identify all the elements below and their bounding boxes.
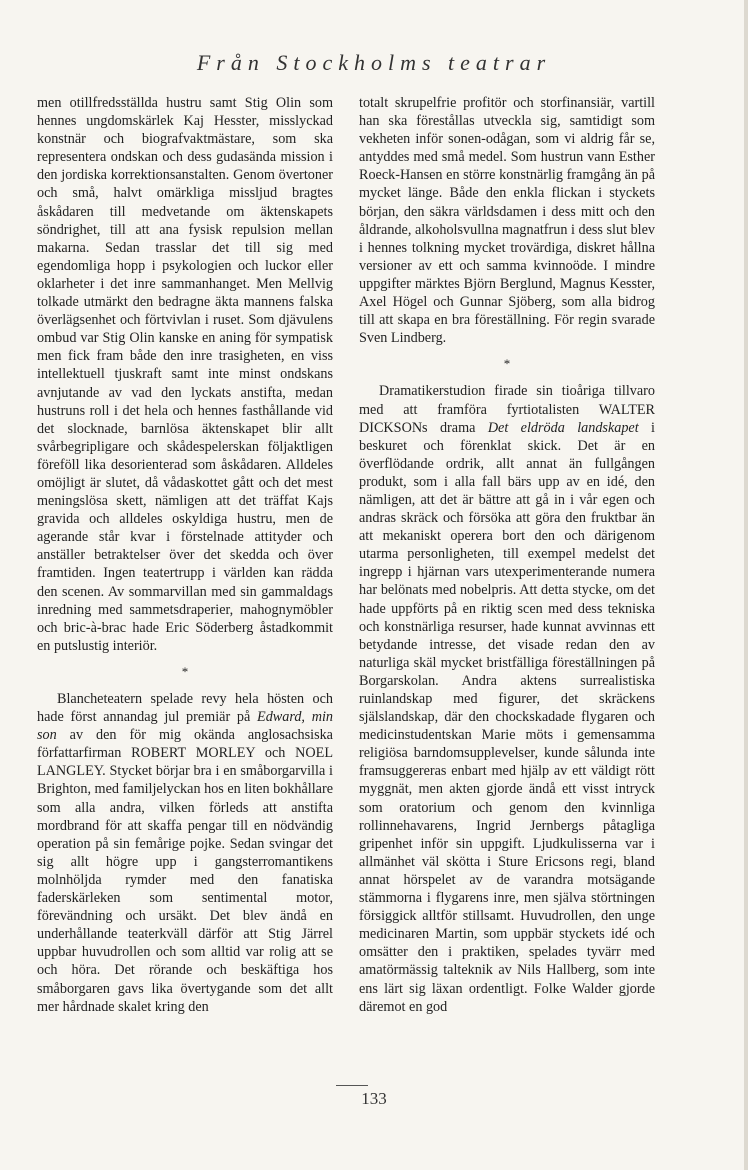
right-paragraph-2-start: Dramatikerstudion firade sin tioåriga tillvaro med att framföra fyrtiotalisten WALTER DICKSONs drama xyxy=(359,383,655,436)
running-header: Från Stockholms teatrar xyxy=(196,50,552,75)
left-column xyxy=(37,94,333,1016)
page-number-rule xyxy=(336,1085,368,1086)
section-separator-left: * xyxy=(181,663,189,679)
play-title-eldroda: Det eldröda landskapet xyxy=(487,419,639,436)
page-edge xyxy=(744,0,748,1170)
section-separator-right: * xyxy=(503,356,511,372)
left-paragraph-1: men otillfredsställda hustru samt Stig Olin som hennes ungdomskärlek Kaj Hesster, misslyckad konstnär och biografvaktmästare, som ska representera ondskan och dess gudasända mission i den jordiska korrektionsanstalten. Genom övertoner och små, halvt omärkliga missljud bragtes åskådaren till medvetande om äktenskapets söndrighet, till att ana fysisk repulsion mellan makarna. Sedan trasslar det till sig med egendomliga hopp i psykologien och luckor eller oklarheter i det inre sammanhanget. Men Mellvig tolkade utmärkt den bedragne äkta mannens falska överlägsenhet och förtvivlan i ruset. Som djävulens ombud var Stig Olin kanske en aning för sympatisk men fick fram både den inre trasigheten, en viss intellektuell tjuskraft samt inte minst ondskans avnjutande av vad den lyckats anstifta, medan hustruns roll i det hela och hennes fasthållande vid det slocknade, barnlösa äktenskapet blir allt svårbegripligare och skådespelerskan följaktligen föreföll lika desorienterad som åskådaren. Alldeles omöjligt är slutet, då vådaskottet gått och det mest meningslösa skett, nämligen att det träffat Kajs gravida och alldeles oskyldiga hustru, men de agerande står kvar i förstelnade attityder och anställer betraktelser över det skedda och över framtiden. Ingen teatertrupp i världen kan rädda den scenen. Av sommarvillan med sin gammaldags inredning med sammetsdraperier, mahognymöbler och bric-à-brac hade Eric Söderberg åstadkommit en putslustig interiör. xyxy=(37,95,333,654)
right-paragraph-2 xyxy=(359,382,655,1015)
play-title-edward: Edward, min son xyxy=(37,709,333,744)
left-paragraph-2-start: Blancheteatern spelade revy hela hösten och hade först annandag jul premiär på xyxy=(37,691,333,726)
left-paragraph-2-rest: av den för mig okända anglosachsiska författarfirman ROBERT MORLEY och NOEL LANGLEY. Stycket börjar bra i en småborgarvilla i Brighton, med familjelyckan hos en liten bokhållare som alla andra, vilken förleds att anstifta mordbrand för att skaffa pengar till en nödvändig operation på sin femårige pojke. Sedan svingar det sig allt högre upp i gangsterromantikens molnhöljda rymder med den fanatiska faderskärleken som sentimental motor, förevändning och ursäkt. Det blev ändå en underhållande teaterkväll därför att Stig Järrel uppbar huvudrollen och som alltid var rolig att se och höra. Det rörande och beskäftiga hos småborgaren gavs lika övertygande som det allt mer hårdnade skalet kring den xyxy=(37,727,333,1015)
right-paragraph-1: totalt skrupelfrie profitör och storfinansiär, vartill han ska förestållas utveckla sig, samtidigt som vekheten inför sonen-odågan, som vi aldrig får se, antyddes med små medel. Som hustrun vann Esther Roeck-Hansen en större konstnärlig framgång än på mycket länge. Både den enkla flickan i styckets början, den säkra världsdamen i dess mitt och den åldrande, alkoholsvullna magnatfrun i dess slut blev i hennes tolkning mycket trovärdiga, diskret hållna versioner av ett och samma kvinnoöde. I mindre uppgifter märktes Björn Berglund, Magnus Kesster, Axel Högel och Gunnar Sjöberg, som alla bidrog till att skapa en bra föreställning. För regin svarade Sven Lindberg. xyxy=(359,95,655,347)
right-column xyxy=(359,94,655,1016)
right-paragraph-2-rest: i beskuret och förenklat skick. Det är en överflödande ordrik, allt annat än fullgången produkt, som i alla fall bärs upp av en idé, den nämligen, att det är bättre att gå in i vår egen och andras skräck och försöka att göra den fruktbar än att mekaniskt operera bort den och därigenom utarma personligheten, till exempel medelst det ingrepp i hjärnan vars utexperimenterande numera har belönats med nobelpris. Att detta stycke, om det hade uppförts på en riktig scen med dess tekniska och konstnärliga resurser, hade kunnat avvinnas ett betydande intresse, det visade redan den av naturliga skäl mycket bristfälliga föreställningen på Borgarskolan. Andra aktens surrealistiska ruinlandskap med figurer, det skräckens själslandskap, där den chockskadade flygaren och medicinstudentskan Marie möts i gemensamma religiösa barndomsupplevelser, kunde sålunda inte framsuggereras enbart med hjälp av ett väldigt rött myggnät, men akten gjorde ändå ett visst intryck som oratorium och genom den kvinnliga rollinnehavarens, Ingrid Jernbergs påtagliga gripenhet inför sin uppgift. Ljudkulisserna var i allmänhet väl skötta i Sture Ericsons regi, bland annat hörspelet av de varandra motsägande stämmorna i flygarens inre, men själva störtningen försiggick alltför stillsamt. Huvudrollen, den unge medicinaren Martin, som uppbär styckets idé och omsätter den i praktiken, spelades tyvärr med amatörmässig talteknik av Nils Hallberg, som inte ens lärt sig läxan ordentligt. Folke Walder gjorde däremot en god xyxy=(359,419,655,1015)
page-number: 133 xyxy=(361,1089,387,1108)
left-paragraph-2 xyxy=(37,690,333,1016)
